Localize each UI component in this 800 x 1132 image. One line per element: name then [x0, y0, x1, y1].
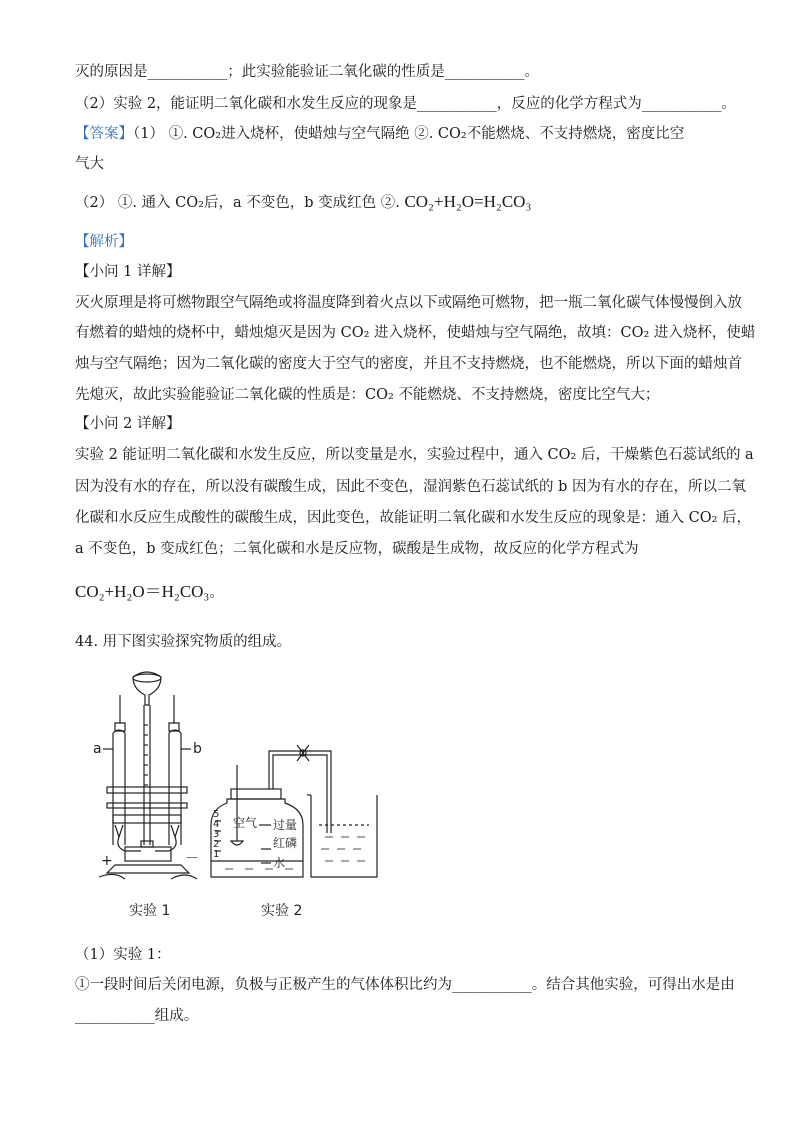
label-a: a: [93, 741, 102, 757]
analysis-p1-line-b: 有燃着的蜡烛的烧杯中，蜡烛熄灭是因为 CO₂ 进入烧杯，使蜡烛与空气隔绝，故填：CO₂ 进入烧杯，使蜡: [75, 325, 756, 341]
analysis-p1-line-c: 烛与空气隔绝；因为二氧化碳的密度大于空气的密度，并且不支持燃烧，也不能燃烧，所以下面的蜡烛首: [75, 356, 742, 372]
sub-question-1a: ①一段时间后关闭电源，负极与正极产生的气体体积比约为___________。结合其他实验，可得出水是由: [75, 977, 735, 993]
answer-text-1: （1） ①. CO₂进入烧杯，使蜡烛与空气隔绝 ②. CO₂不能燃烧、不支持燃烧，密度比空: [133, 126, 685, 142]
sub-question-1b: ___________组成。: [75, 1008, 199, 1024]
label-plus: +: [101, 853, 113, 869]
scale-3: 3: [213, 829, 220, 840]
label-water: 水: [273, 856, 286, 870]
analysis-equation: CO₂+H₂O＝H₂CO₃: [75, 582, 210, 601]
label-red-phosphorus: 红磷: [273, 836, 298, 850]
analysis-p2-line-c: 化碳和水反应生成酸性的碳酸生成，因此变色，故能证明二氧化碳和水发生反应的现象是：通入 CO₂ 后，: [75, 510, 752, 526]
scale-5: 5: [213, 809, 220, 820]
analysis-equation-line: [75, 582, 224, 603]
experiment-figure: [85, 665, 385, 925]
sub-heading-2: 【小问 2 详解】: [75, 416, 181, 432]
scale-4: 4: [213, 819, 220, 830]
label-b: b: [193, 741, 202, 757]
analysis-p1-line-a: 灭火原理是将可燃物跟空气隔绝或将温度降到着火点以下或隔绝可燃物，把一瓶二氧化碳气体慢慢倒入放: [75, 295, 742, 311]
label-air: 空气: [233, 816, 258, 830]
analysis-p2-line-a: 实验 2 能证明二氧化碳和水发生反应，所以变量是水，实验过程中，通入 CO₂ 后，干燥紫色石蕊试纸的 a: [75, 447, 754, 463]
caption-experiment-1: 实验 1: [129, 903, 171, 919]
sub-heading-1: 【小问 1 详解】: [75, 264, 181, 280]
caption-experiment-2: 实验 2: [261, 903, 303, 919]
question-line-2: （2）实验 2，能证明二氧化碳和水发生反应的现象是___________，反应的化学方程式为___________。: [75, 96, 737, 112]
analysis-tag: 【解析】: [75, 234, 133, 250]
question-line-1: 灭的原因是___________；此实验能验证二氧化碳的性质是___________。: [75, 64, 539, 80]
answer-tag: 【答案】: [75, 126, 133, 142]
answer-line-2: 气大: [75, 156, 104, 172]
scale-2: 2: [213, 839, 220, 850]
analysis-p2-line-d: a 不变色，b 变成红色；二氧化碳和水是反应物，碳酸是生成物，故反应的化学方程式为: [75, 541, 639, 557]
label-excess: 过量: [273, 818, 298, 832]
analysis-p1-line-d: 先熄灭，故此实验能验证二氧化碳的性质是：CO₂ 不能燃烧、不支持燃烧，密度比空气大；: [75, 387, 660, 403]
label-minus: －: [185, 851, 199, 867]
sub-question-1: （1）实验 1：: [75, 947, 171, 963]
answer-equation: CO₂+H₂O=H₂CO₃: [404, 192, 532, 211]
answer-text-3: （2） ①. 通入 CO₂后，a 不变色，b 变成红色 ②.: [75, 195, 400, 211]
answer-line-1: [75, 124, 684, 144]
period: 。: [209, 585, 224, 601]
scale-1: 1: [213, 849, 220, 860]
apparatus-diagram: [85, 665, 385, 925]
question-44: 44. 用下图实验探究物质的组成。: [75, 634, 292, 650]
answer-line-3: [75, 192, 531, 213]
analysis-p2-line-b: 因为没有水的存在，所以没有碳酸生成，因此不变色，湿润紫色石蕊试纸的 b 因为有水的存在，所以二氧: [75, 479, 746, 495]
